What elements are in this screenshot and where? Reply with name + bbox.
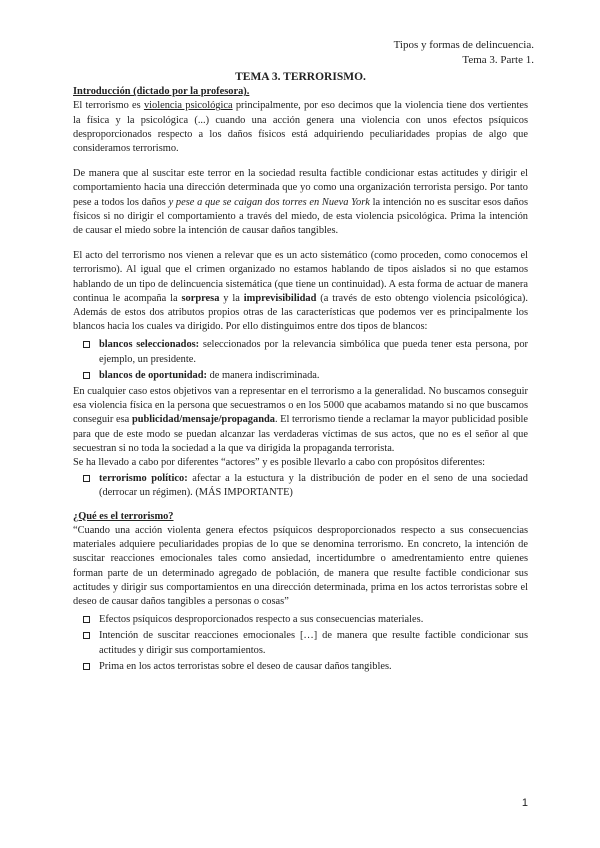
definition-quote: “Cuando una acción violenta genera efectos psíquicos desproporcionados respecto a sus consecuencias materiales adquiere peculiaridades propias de lo que se denomina terrorismo. En concreto, la intención de suscitar reacciones emocionales tales como ansiedad, incertidumbre o amedrentamiento entre quienes forman parte de un determinado agregado de población, de manera que resulte factible condicionar sus actitudes y dirigir sus comportamientos en una dirección determinada, prima en los actos terroristas sobre el deseo de causar daños tangibles a personas o cosas” <box>73 524 528 607</box>
list-item: blancos de oportunidad: de manera indiscriminada. <box>73 369 528 383</box>
paragraph-1: El terrorismo es violencia psicológica principalmente, por eso decimos que la violencia tiene dos vertientes la física y la psicológica (...) cuando una acción genera una violencia con unos efectos psíquicos desproporcionados respecto a los daños físicos está adquiriendo peculiaridades propias de algo que consideramos terrorismo. <box>73 100 528 155</box>
checkbox-bullet-icon <box>83 616 90 623</box>
checkbox-bullet-icon <box>83 663 90 670</box>
document-body <box>73 70 528 676</box>
list-item: terrorismo político: afectar a la estuctura y la distribución de poder en el seno de una sociedad (derrocar un régimen). (MÁS IMPORTANTE) <box>73 472 528 500</box>
header-topic: Tema 3. Parte 1. <box>462 54 534 66</box>
targets-list <box>73 338 528 383</box>
paragraph-4: En cualquier caso estos objetivos van a representar en el terrorismo a la generalidad. No buscamos conseguir esa violencia física en la persona que secuestramos o en los 5000 que acabamos matando si no que buscamos conseguir esa publicidad/mensaje/propaganda. El terrorismo tiende a reclamar la mayor publicidad posible para que de este modo se puedan alcanzar las verdaderas víctimas de sus actos, que no es el señor al que secuestran si no toda la sociedad a la que va dirigida la propaganda terrorista. <box>73 386 529 454</box>
document-title: TEMA 3. TERRORISMO. <box>235 71 366 83</box>
paragraph-2: De manera que al suscitar este terror en la sociedad resulta factible condicionar estas actitudes y dirigir el comportamiento hacia una dirección determinada que yo como una organización terrorista persigo. Por tanto pese a todos los daños y pese a que se caigan dos torres en Nueva York la intención no es suscitar esos daños físicos si no dirigir el comportamiento a través del miedo, de esta violencia psicológica. Prima la intención de causar el miedo sobre la intención de causar daños tangibles. <box>73 168 528 237</box>
checkbox-bullet-icon <box>83 632 90 639</box>
page-header <box>394 38 534 68</box>
summary-list <box>73 613 528 674</box>
page-number: 1 <box>521 797 528 809</box>
what-heading: ¿Qué es el terrorismo? <box>73 510 174 522</box>
list-item: blancos seleccionados: seleccionados por la relevancia simbólica que pueda tener esta persona, por ejemplo, un presidente. <box>73 338 528 366</box>
header-course: Tipos y formas de delincuencia. <box>393 39 534 51</box>
intro-heading: Introducción (dictado por la profesora). <box>73 86 250 98</box>
checkbox-bullet-icon <box>83 372 90 379</box>
checkbox-bullet-icon <box>83 341 90 348</box>
actors-list <box>73 472 528 500</box>
list-item: Intención de suscitar reacciones emocionales […] de manera que resulte factible condicionar sus actitudes y dirigir sus comportamientos. <box>73 629 528 657</box>
list-item: Prima en los actos terroristas sobre el deseo de causar daños tangibles. <box>73 660 528 674</box>
checkbox-bullet-icon <box>83 475 90 482</box>
paragraph-3: El acto del terrorismo nos vienen a relevar que es un acto sistemático (como proceden, como conocemos el terrorismo). Al igual que el crimen organizado no estamos hablando de tipos aislados si no que estamos hablando de un tipo de delincuencia sistemática (que tiene un continuidad). A esta forma de actuar de manera continua le acompaña la sorpresa y la imprevisibilidad (a través de esto obtengo violencia psicológica). Además de estos dos atributos propios otras de las características que podemos ver es principalmente los blancos hacia los cuales va dirigido. Por ello distinguimos entre dos tipos de blancos: <box>73 250 528 333</box>
list-item: Efectos psíquicos desproporcionados respecto a sus consecuencias materiales. <box>73 613 528 627</box>
paragraph-5: Se ha llevado a cabo por diferentes “actores” y es posible llevarlo a cabo con propósitos diferentes: <box>73 457 486 469</box>
